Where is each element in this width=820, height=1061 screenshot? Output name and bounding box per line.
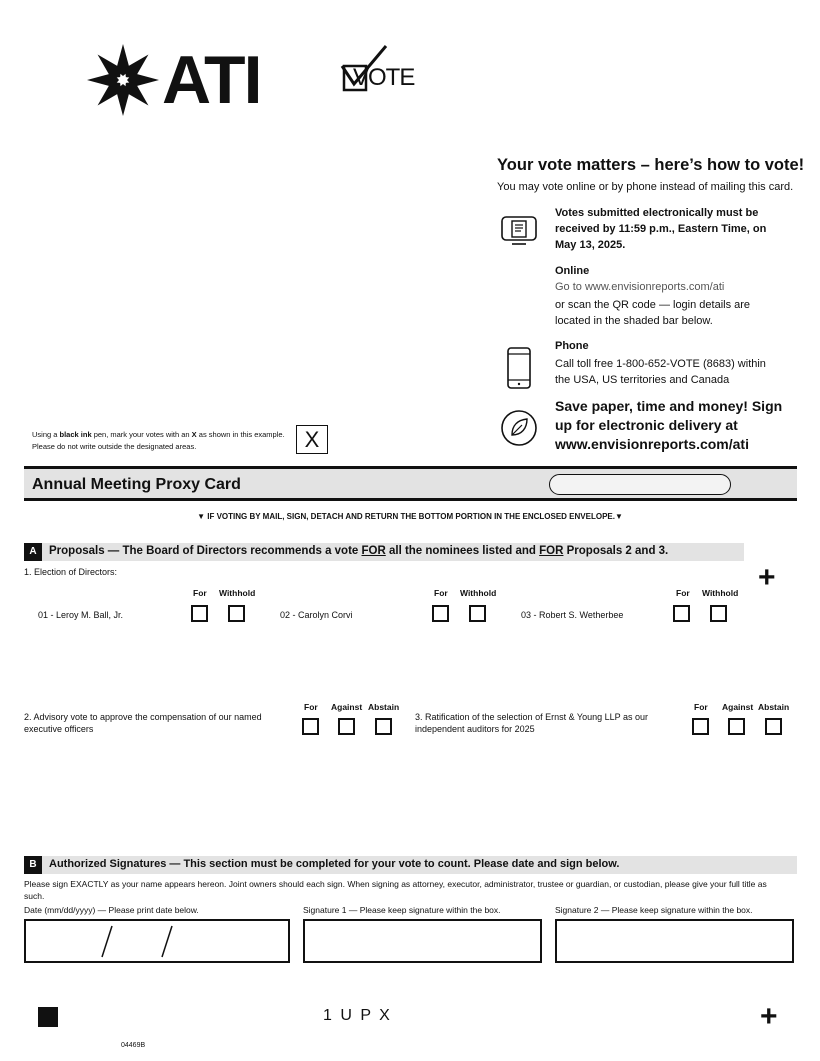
example-mark: X <box>304 427 320 452</box>
signing-instructions: Please sign EXACTLY as your name appears hereon. Joint owners should each sign. When signing as attorney, executor, administrator, trustee or guardian, or custodian, please give your full title as such. <box>24 879 767 901</box>
col-for: For <box>434 588 448 598</box>
phone-text: Call toll free 1-800-652-VOTE (8683) within the USA, US territories and Canada <box>555 358 766 386</box>
col-withhold: Withhold <box>219 588 256 598</box>
section-b-title: Authorized Signatures — This section must be completed for your vote to count. Please date and sign below. <box>49 858 620 870</box>
card-title: Annual Meeting Proxy Card <box>32 476 241 493</box>
proposal-1-label: 1. Election of Directors: <box>24 567 118 577</box>
login-details-field <box>549 474 731 495</box>
footer-code: 1 U P X <box>323 1007 392 1024</box>
section-b-badge: B <box>24 856 42 874</box>
nominee-1-withhold-checkbox[interactable] <box>228 605 245 622</box>
proposal-2-against-checkbox[interactable] <box>338 718 355 735</box>
nominee-2: 02 - Carolyn Corvi <box>280 610 353 620</box>
col-against: Against <box>331 702 363 712</box>
nominee-1-for-checkbox[interactable] <box>191 605 208 622</box>
plus-mark-bottom: + <box>760 1000 778 1033</box>
section-b-header <box>24 856 797 874</box>
signature-2-field[interactable] <box>555 919 794 963</box>
signature-1-label: Signature 1 — Please keep signature within the box. <box>303 905 501 915</box>
proposal-3-for-checkbox[interactable] <box>692 718 709 735</box>
proposal-2-for-checkbox[interactable] <box>302 718 319 735</box>
col-for: For <box>676 588 690 598</box>
signature-2-label: Signature 2 — Please keep signature within the box. <box>555 905 753 915</box>
online-qr-text: or scan the QR code — login details are located in the shaded bar below. <box>555 299 751 327</box>
vote-info-subtitle: You may vote online or by phone instead of mailing this card. <box>497 181 794 193</box>
col-withhold: Withhold <box>460 588 497 598</box>
card-title-bar <box>24 466 797 501</box>
nominee-3: 03 - Robert S. Wetherbee <box>521 610 624 620</box>
eco-text: Save paper, time and money! Sign up for electronic delivery at www.envisionreports.com/ati <box>555 398 783 452</box>
phone-label: Phone <box>555 340 589 352</box>
detach-notice: ▼ IF VOTING BY MAIL, SIGN, DETACH AND RETURN THE BOTTOM PORTION IN THE ENCLOSED ENVELOPE.▼ <box>197 512 623 521</box>
nominee-1: 01 - Leroy M. Ball, Jr. <box>38 610 124 620</box>
date-label: Date (mm/dd/yyyy) — Please print date below. <box>24 905 199 915</box>
form-number: 04469B <box>121 1042 146 1049</box>
vote-logo <box>340 44 420 94</box>
registration-square <box>38 1007 58 1027</box>
nominee-3-withhold-checkbox[interactable] <box>710 605 727 622</box>
col-for: For <box>304 702 318 712</box>
section-a-title: Proposals — The Board of Directors recommends a vote FOR all the nominees listed and FOR Proposals 2 and 3. <box>49 545 669 557</box>
vote-logo-text: VOTE <box>353 64 415 91</box>
col-for: For <box>694 702 708 712</box>
online-label: Online <box>555 265 590 277</box>
vote-deadline: Votes submitted electronically must be received by 11:59 p.m., Eastern Time, on May 13, 2025. <box>555 207 767 251</box>
nominee-2-for-checkbox[interactable] <box>432 605 449 622</box>
col-against: Against <box>722 702 754 712</box>
proposal-2-abstain-checkbox[interactable] <box>375 718 392 735</box>
nominee-2-withhold-checkbox[interactable] <box>469 605 486 622</box>
brand-name: ATI <box>162 42 261 118</box>
date-field[interactable] <box>24 919 290 963</box>
leaf-icon <box>500 409 538 447</box>
computer-icon <box>500 214 538 246</box>
signature-1-field[interactable] <box>303 919 542 963</box>
col-abstain: Abstain <box>368 702 400 712</box>
section-a-header <box>24 543 744 561</box>
online-url[interactable]: Go to www.envisionreports.com/ati <box>555 281 725 293</box>
ati-star-logo <box>86 44 160 116</box>
marking-instructions: Using a black ink pen, mark your votes with an X as shown in this example. Please do not write outside the designated areas. <box>32 430 285 451</box>
col-for: For <box>193 588 207 598</box>
plus-mark-top: + <box>758 561 776 594</box>
example-mark-box <box>296 425 328 454</box>
proposal-3-against-checkbox[interactable] <box>728 718 745 735</box>
date-separators <box>26 921 288 961</box>
proposal-3-text: 3. Ratification of the selection of Ernst & Young LLP as our independent auditors for 2025 <box>415 712 648 734</box>
proposal-3-abstain-checkbox[interactable] <box>765 718 782 735</box>
col-withhold: Withhold <box>702 588 739 598</box>
phone-icon <box>506 346 532 390</box>
section-a-badge: A <box>24 543 42 561</box>
vote-info-title: Your vote matters – here’s how to vote! <box>497 156 805 174</box>
nominee-3-for-checkbox[interactable] <box>673 605 690 622</box>
col-abstain: Abstain <box>758 702 790 712</box>
proposal-2-text: 2. Advisory vote to approve the compensation of our named executive officers <box>24 712 262 734</box>
